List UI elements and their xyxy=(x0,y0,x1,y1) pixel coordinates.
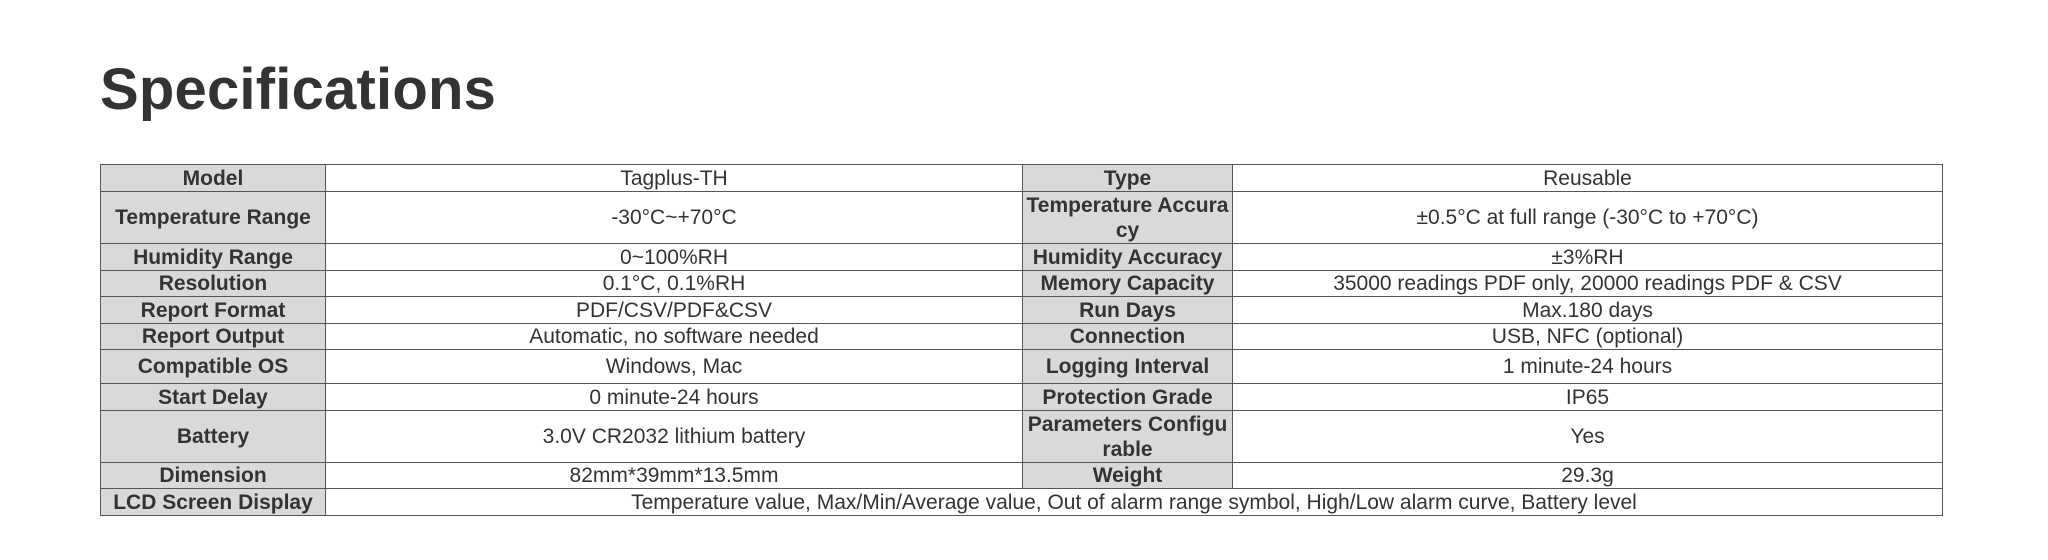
spec-value-memory-capacity: 35000 readings PDF only, 20000 readings PDF & CSV xyxy=(1233,271,1943,297)
spec-value-humidity-range: 0~100%RH xyxy=(326,244,1023,271)
spec-label-report-output: Report Output xyxy=(101,324,326,350)
spec-label-report-format: Report Format xyxy=(101,297,326,324)
table-row-battery xyxy=(101,411,1943,463)
spec-label-humidity-accuracy: Humidity Accuracy xyxy=(1023,244,1233,271)
spec-value-protection-grade: IP65 xyxy=(1233,384,1943,411)
spec-label-compatible-os: Compatible OS xyxy=(101,350,326,384)
table-row-report-output xyxy=(101,324,1943,350)
spec-label-lcd-screen-display: LCD Screen Display xyxy=(101,489,326,516)
spec-value-battery: 3.0V CR2032 lithium battery xyxy=(326,411,1023,463)
table-row-lcd-screen-display xyxy=(101,489,1943,516)
spec-value-start-delay: 0 minute-24 hours xyxy=(326,384,1023,411)
spec-label-connection: Connection xyxy=(1023,324,1233,350)
spec-label-parameters-configurable: Parameters Configurable xyxy=(1023,411,1233,463)
spec-label-start-delay: Start Delay xyxy=(101,384,326,411)
spec-value-report-output: Automatic, no software needed xyxy=(326,324,1023,350)
spec-value-type: Reusable xyxy=(1233,165,1943,192)
spec-value-resolution: 0.1°C, 0.1%RH xyxy=(326,271,1023,297)
spec-label-logging-interval: Logging Interval xyxy=(1023,350,1233,384)
spec-value-report-format: PDF/CSV/PDF&CSV xyxy=(326,297,1023,324)
spec-value-weight: 29.3g xyxy=(1233,463,1943,489)
table-row-humidity xyxy=(101,244,1943,271)
spec-label-protection-grade: Protection Grade xyxy=(1023,384,1233,411)
spec-label-temperature-accuracy: Temperature Accuracy xyxy=(1023,192,1233,244)
spec-label-type: Type xyxy=(1023,165,1233,192)
spec-label-humidity-range: Humidity Range xyxy=(101,244,326,271)
table-row-dimension xyxy=(101,463,1943,489)
specifications-table xyxy=(100,164,1943,516)
spec-value-compatible-os: Windows, Mac xyxy=(326,350,1023,384)
spec-label-temperature-range: Temperature Range xyxy=(101,192,326,244)
spec-value-run-days: Max.180 days xyxy=(1233,297,1943,324)
spec-value-connection: USB, NFC (optional) xyxy=(1233,324,1943,350)
spec-label-weight: Weight xyxy=(1023,463,1233,489)
spec-value-parameters-configurable: Yes xyxy=(1233,411,1943,463)
spec-label-battery: Battery xyxy=(101,411,326,463)
spec-value-model: Tagplus-TH xyxy=(326,165,1023,192)
spec-label-memory-capacity: Memory Capacity xyxy=(1023,271,1233,297)
table-row-temperature xyxy=(101,192,1943,244)
spec-label-dimension: Dimension xyxy=(101,463,326,489)
table-row-model xyxy=(101,165,1943,192)
table-row-resolution xyxy=(101,271,1943,297)
spec-value-logging-interval: 1 minute-24 hours xyxy=(1233,350,1943,384)
spec-label-model: Model xyxy=(101,165,326,192)
table-row-report-format xyxy=(101,297,1943,324)
spec-value-dimension: 82mm*39mm*13.5mm xyxy=(326,463,1023,489)
page-title: Specifications xyxy=(100,57,497,122)
table-row-compatible-os xyxy=(101,350,1943,384)
spec-value-lcd-screen-display: Temperature value, Max/Min/Average value, Out of alarm range symbol, High/Low alarm curve, Battery level xyxy=(326,489,1943,516)
spec-value-humidity-accuracy: ±3%RH xyxy=(1233,244,1943,271)
spec-value-temperature-range: -30°C~+70°C xyxy=(326,192,1023,244)
spec-label-run-days: Run Days xyxy=(1023,297,1233,324)
spec-value-temperature-accuracy: ±0.5°C at full range (-30°C to +70°C) xyxy=(1233,192,1943,244)
spec-label-resolution: Resolution xyxy=(101,271,326,297)
table-row-start-delay xyxy=(101,384,1943,411)
